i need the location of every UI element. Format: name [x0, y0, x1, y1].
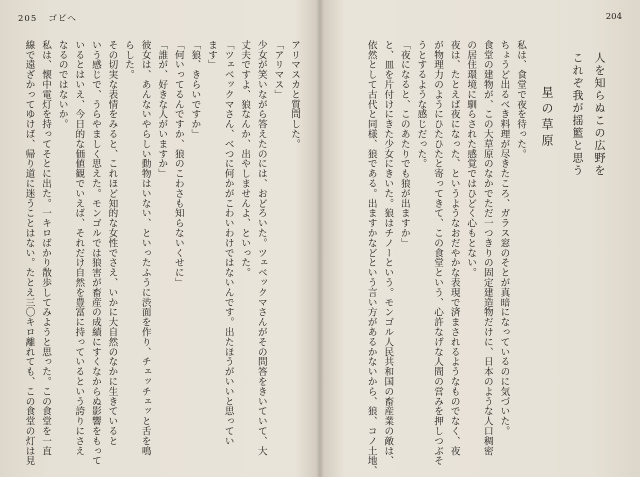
chapter-epigraph: 人を知らぬこの広野を これぞ我が揺籃と思う — [571, 52, 606, 177]
right-page-number: 204 — [605, 12, 622, 22]
left-page-body-text: アリマスカと質問した。 「アリマス」 少女が笑いながら答えたのには、おどろいた。ツェベックマさんがその問答をきいていて、大 丈夫ですよ、狼なんか、出やしませんよ、といった。 「ツェベックマさん、べつに何かがこわいわけではないんです。出たほうがいいと思ってい ます」 「狼、きらいですか」 「何いってるんですか、狼のこわさも知らないくせに」 「誰が、好きな人がいますか」 彼女は、あんないやらしい動物はいない、といったふうに渋面を作り、チェッチェッと舌を鳴 らした。 その切実な表情をみると、これほど知的な女性でさえ、いかに大自然のなかに生きていると いう感じで、うらやましく思えた。モンゴルでは狼害が畜産の成績にすくなからぬ影響をもって いるとはいえ、今日的な価値観でいえば、それだけ自然を豊富に持っているという誇りにさえ なるのではないか。 私は、懐中電灯を持ってそとに出た。一キロばかり散歩してみようと思った。この食堂を一直 線で遠ざかってゆけば、帰り道に迷うことはない。たとえ三〇キロ離れても、この食堂の灯は見 — [23, 40, 300, 466]
left-page-header — [18, 12, 77, 24]
section-title: 星の草原 — [540, 86, 554, 150]
left-running-title: ゴビへ — [48, 14, 77, 24]
right-page — [320, 0, 640, 477]
right-page-body-text: 私は、食堂で夜を待った。 ちょうど出るべき料理が尽きたころ、ガラス窓のそとが真暗になっているのに気づいた。 食堂の建物が、この大草原のなかでただ一つきりの固定建造物だけに、日本のような人口稠密 の居住環境に馴らされた感覚ではひどく心もとない。 夜は、たとえば夜になった、というようなおだやかな表現で済まされるようなものでなく、夜 が物理力のようにひたひたと寄ってきて、この食堂という、心許なげな人間の営みを押しつぶそ うとするような感じだった。 「夜になると、このあたりでも狼が出ますか」 と、皿を片付けにきた少女にきいた。狼はチノーという。モンゴル人民共和国の畜産業の敵は、 依然として古代と同様、狼である。出ますかなどという言い方があるかないから、狼、コノ土地、 — [365, 40, 526, 476]
left-page-number: 205 — [18, 14, 38, 24]
